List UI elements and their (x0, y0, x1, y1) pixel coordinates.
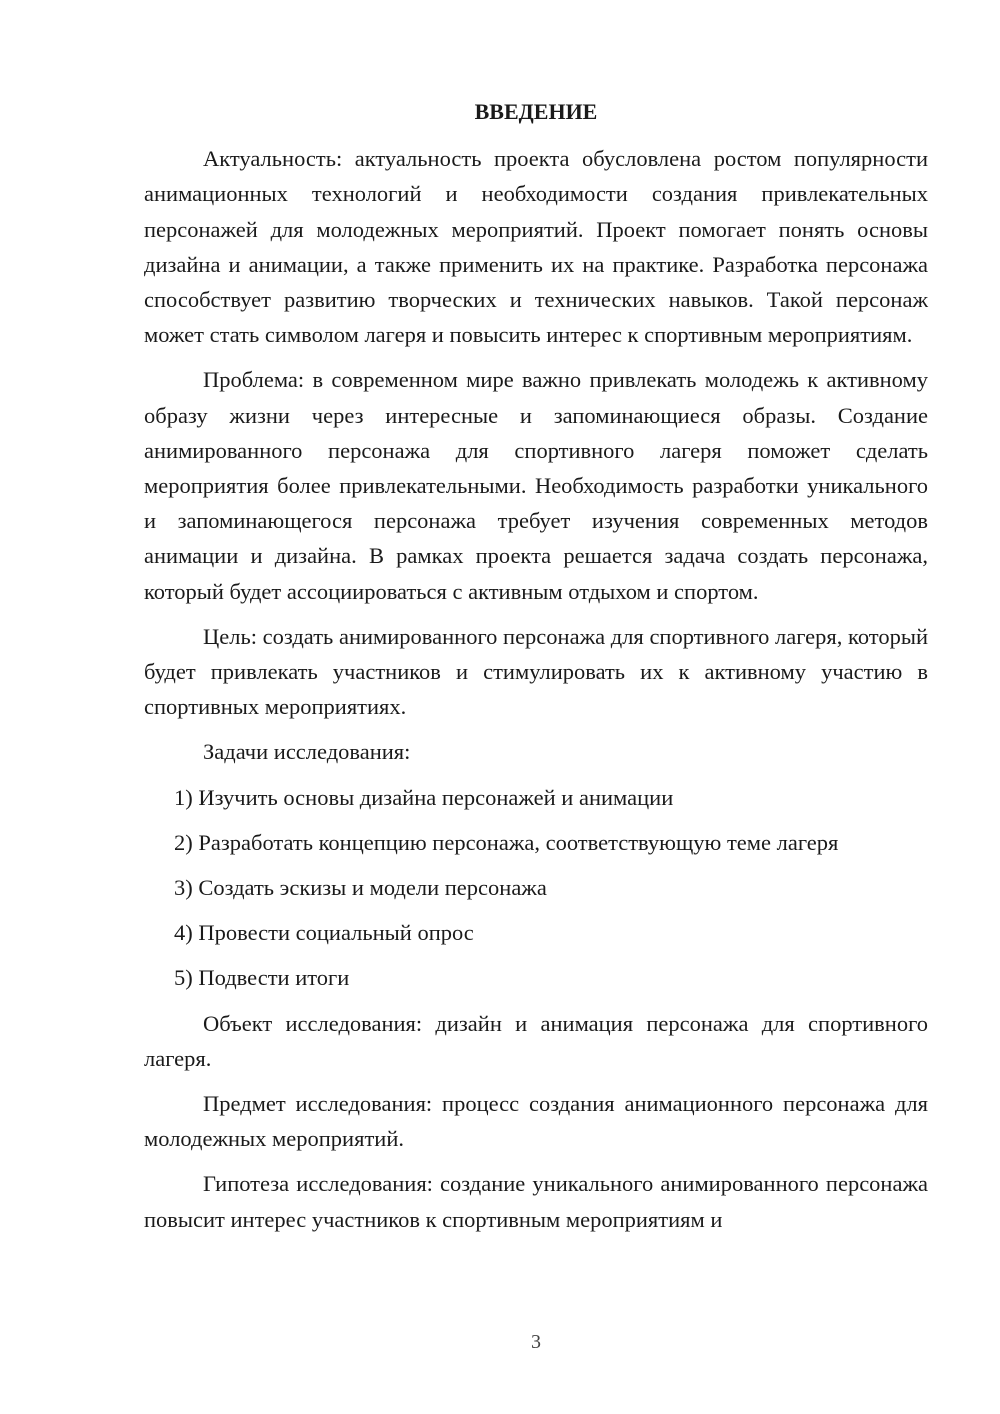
goal-paragraph: Цель: создать анимированного персонажа для спортивного лагеря, который будет привлекать участников и стимулировать их к активному участию в спортивных мероприятиях. (144, 623, 928, 720)
object-paragraph: Объект исследования: дизайн и анимация персонажа для спортивного лагеря. (144, 1010, 928, 1071)
task-item: 1) Изучить основы дизайна персонажей и анимации (174, 784, 674, 810)
problem-paragraph: Проблема: в современном мире важно привлекать молодежь к активному образу жизни через интересные и запоминающиеся образы. Создание анимированного персонажа для спортивного лагеря поможет сделать мероприятия более привлекательными. Необходимость разработки уникального и запоминающегося персонажа требует изучения современных методов анимации и дизайна. В рамках проекта решается задача создать персонажа, который будет ассоциироваться с активным отдыхом и спортом. (144, 367, 928, 604)
tasks-list (144, 780, 928, 996)
task-item: 2) Разработать концепцию персонажа, соответствующую теме лагеря (174, 829, 839, 855)
page-content (144, 94, 928, 1247)
tasks-heading: Задачи исследования: (203, 739, 411, 765)
subject-paragraph: Предмет исследования: процесс создания анимационного персонажа для молодежных мероприятий. (144, 1091, 928, 1152)
page-number: 3 (531, 1331, 541, 1353)
task-item: 3) Создать эскизы и модели персонажа (174, 875, 547, 901)
section-title: ВВЕДЕНИЕ (474, 99, 598, 124)
hypothesis-paragraph: Гипотеза исследования: создание уникального анимированного персонажа повысит интерес участников к спортивным мероприятиям и (144, 1171, 928, 1232)
task-item: 5) Подвести итоги (174, 965, 350, 991)
relevance-paragraph: Актуальность: актуальность проекта обусловлена ростом популярности анимационных технологий и необходимости создания привлекательных персонажей для молодежных мероприятий. Проект помогает понять основы дизайна и анимации, а также применить их на практике. Разработка персонажа способствует развитию творческих и технических навыков. Такой персонаж может стать символом лагеря и повысить интерес к спортивным мероприятиям. (144, 146, 928, 348)
task-item: 4) Провести социальный опрос (174, 920, 474, 946)
